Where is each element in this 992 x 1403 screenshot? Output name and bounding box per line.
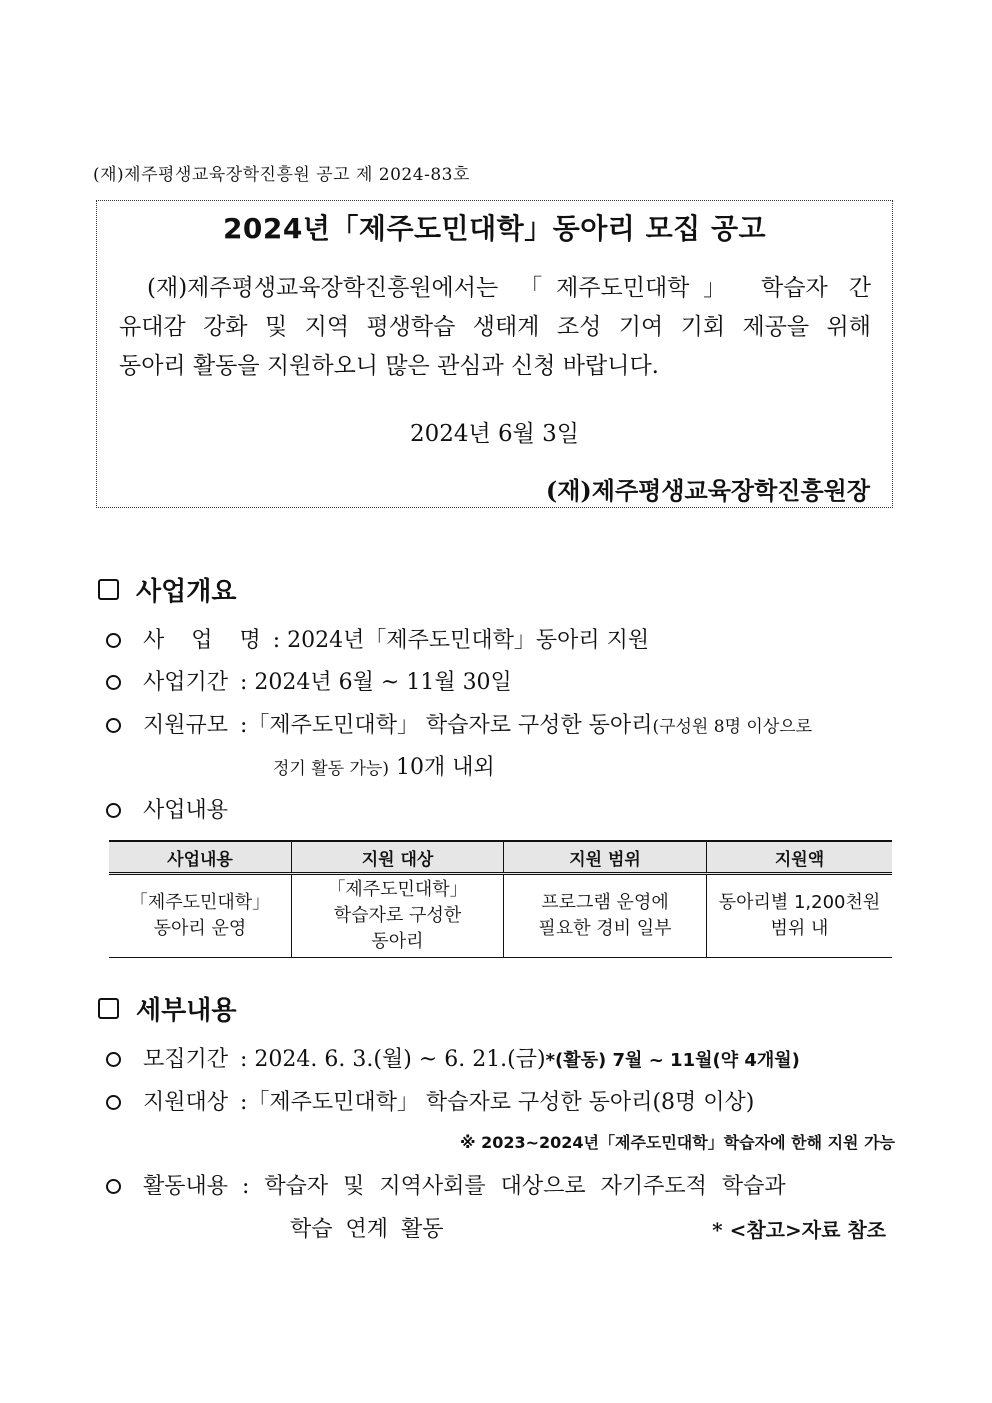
item-label: 모집기간 [143,1047,229,1072]
item-label: 지원규모 [143,713,229,738]
item-label: 사업기간 [143,670,229,695]
table-header-cell: 지원 범위 [504,841,707,874]
item-value: : 2024년 6월 ~ 11월 30일 [240,670,512,695]
intro-line-3: 동아리 활동을 지원하오니 많은 관심과 신청 바랍니다. [119,353,659,379]
table-cell [707,874,893,958]
item-value: :「제주도민대학」 학습자로 구성한 동아리 [240,713,653,738]
table-cell [292,874,504,958]
item-value-note: 정기 활동 가능) [273,759,389,779]
section-heading-overview [98,571,236,608]
cell-line: 「제주도민대학」 [129,892,271,913]
circle-bullet-icon [106,803,121,818]
intro-line-1: (재)제주평생교육장학진흥원에서는 「제주도민대학」 학습자 간 [147,275,871,301]
item-activity-content [106,1169,786,1200]
eligibility-note: ※ 2023~2024년「제주도민대학」학습자에 한해 지원 가능 [459,1133,895,1152]
section-heading-label: 사업개요 [136,577,237,607]
circle-bullet-icon [106,675,121,690]
square-bullet-icon [98,579,119,600]
announcement-box [96,200,893,508]
intro-line-2: 유대감 강화 및 지역 평생학습 생태계 조성 기여 기회 제공을 위해 [119,314,871,340]
announcement-title: 2024년「제주도민대학」동아리 모집 공고 [222,212,767,245]
item-support-target [106,1085,754,1116]
announcement-intro [119,269,871,386]
item-activity-content-cont: 학습 연계 활동 [290,1217,444,1242]
table-header-cell: 지원 대상 [292,841,504,874]
cell-line: 동아리별 1,200천원 [718,892,881,913]
announcement-date: 2024년 6월 3일 [409,421,580,447]
table-cell [109,874,292,958]
circle-bullet-icon [106,1095,121,1110]
circle-bullet-icon [106,718,121,733]
cell-line: 학습자로 구성한 [333,905,462,926]
cell-line: 「제주도민대학」 [327,879,468,900]
circle-bullet-icon [106,633,121,648]
item-business-name [106,623,649,654]
item-label: 사 업 명 [143,628,271,653]
cell-line: 동아리 운영 [153,918,247,939]
item-value-activity: *(활동) 7월 ~ 11월(약 4개월) [545,1050,800,1071]
circle-bullet-icon [106,1052,121,1067]
item-support-scale [106,708,812,739]
item-label: 활동내용 [143,1174,229,1199]
business-content-table [109,840,892,958]
section-heading-details [98,990,236,1027]
cell-line: 범위 내 [770,918,829,939]
item-value-note: (구성원 8명 이상으로 [652,717,813,737]
reference-note: * <참고>자료 참조 [712,1218,886,1242]
item-value: : 2024년「제주도민대학」동아리 지원 [272,628,650,653]
item-value: : 2024. 6. 3.(월) ~ 6. 21.(금) [240,1047,546,1072]
notice-number: (재)제주평생교육장학진흥원 공고 제 2024-83호 [93,165,470,185]
cell-line: 동아리 [371,931,424,952]
cell-line: 프로그램 운영에 [541,892,669,913]
table-header-cell: 사업내용 [109,841,292,874]
circle-bullet-icon [106,1179,121,1194]
item-business-content [106,793,228,824]
item-value: :「제주도민대학」 학습자로 구성한 동아리(8명 이상) [240,1090,755,1115]
square-bullet-icon [98,998,119,1019]
table-cell [504,874,707,958]
item-support-scale-cont [273,750,495,781]
item-label: 지원대상 [143,1090,229,1115]
item-recruit-period [106,1042,800,1073]
table-header-cell: 지원액 [707,841,893,874]
issuer-name: (재)제주평생교육장학진흥원장 [545,476,870,505]
item-business-period [106,665,512,696]
table-header-row [109,841,892,874]
table-row [109,874,892,958]
item-value: : 학습자 및 지역사회를 대상으로 자기주도적 학습과 [242,1174,786,1199]
item-value-tail: 10개 내외 [388,755,495,780]
cell-line: 필요한 경비 일부 [538,918,672,939]
section-heading-label: 세부내용 [136,996,237,1026]
item-label: 사업내용 [143,798,229,823]
